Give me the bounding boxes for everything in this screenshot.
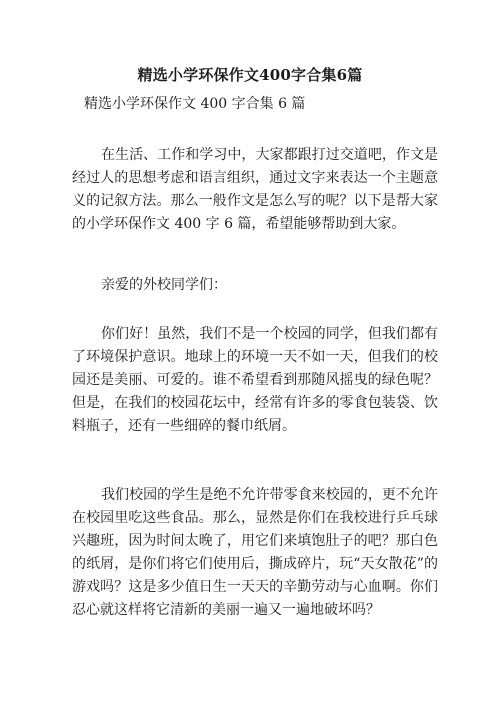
document-title: 精选小学环保作文400字合集6篇 bbox=[137, 66, 363, 84]
document-subtitle: 精选小学环保作文 400 字合集 6 篇 bbox=[84, 96, 306, 112]
paragraph-body-1: 你们好！虽然，我们不是一个校园的同学，但我们都有了环境保护意识。地球上的环境一天不如一天，但我们的校园还是美丽、可爱的。谁不希望看到那随风摇曳的绿色呢？但是，在我们的校园花坛中，经常有许多的零食包装袋、饮料瓶子，还有一些细碎的餐巾纸屑。 bbox=[72, 326, 438, 434]
paragraph-body-2: 我们校园的学生是绝不允许带零食来校园的，更不允许在校园里吃这些食品。那么，显然是你们在我校进行乒乓球兴趣班，因为时间太晚了，用它们来填饱肚子的吧？那白色的纸屑，是你们将它们使用后，撕成碎片，玩“天女散花”的游戏吗？这是多少值日生一天天的辛勤劳动与心血啊。你们忍心就这样将它清新的美丽一遍又一遍地破坏吗？ bbox=[72, 487, 438, 618]
paragraph-salutation: 亲爱的外校同学们： bbox=[101, 277, 227, 293]
paragraph-intro: 在生活、工作和学习中，大家都跟打过交道吧，作文是经过人的思想考虑和语言组织，通过文字来表达一个主题意义的记叙方法。那么一般作文是怎么写的呢？以下是帮大家的小学环保作文 400 字 6 篇，希望能够帮助到大家。 bbox=[72, 147, 438, 232]
